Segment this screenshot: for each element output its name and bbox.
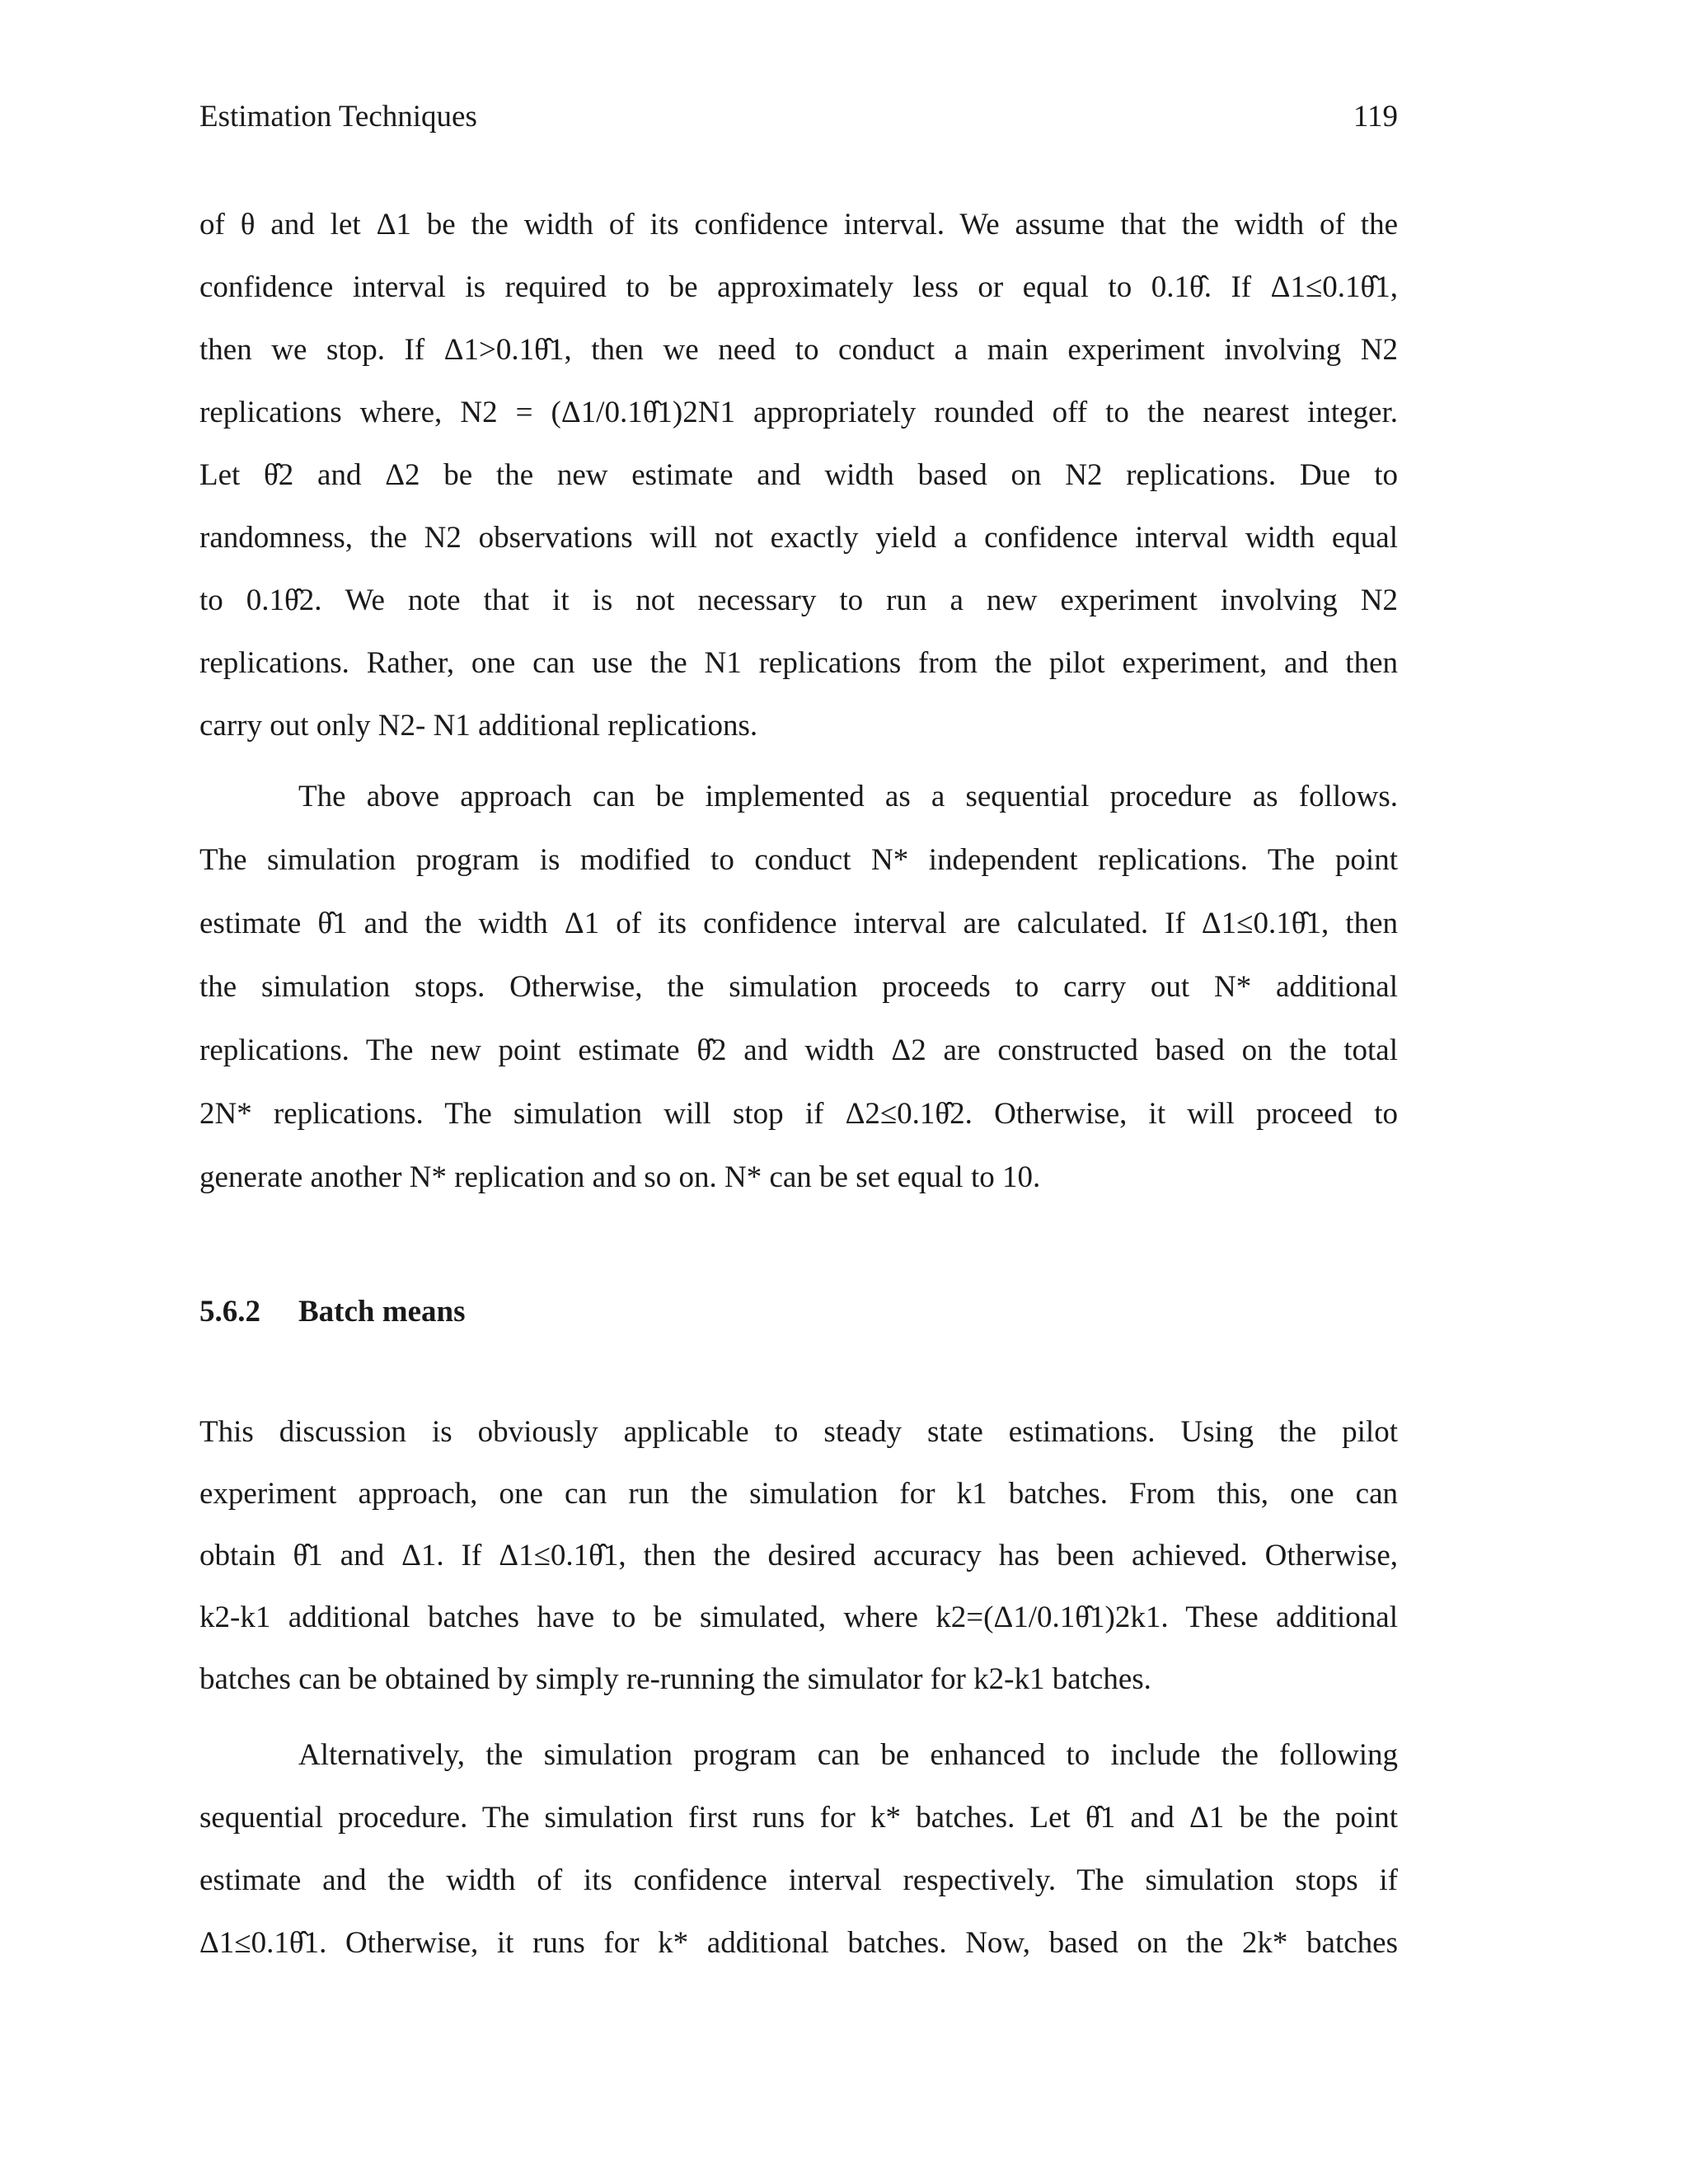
paragraph-batch-means-pilot — [199, 1401, 1398, 1710]
section-title: Batch means — [298, 1295, 466, 1329]
text-line: k2-k1 additional batches have to be simulated, where k2=(Δ1/0.1θ̂1)2k1. These additional — [199, 1601, 1398, 1634]
header-title: Estimation Techniques — [199, 100, 477, 134]
paragraph-sequential-procedure — [199, 765, 1398, 1209]
text-line: Alternatively, the simulation program can be enhanced to include the following — [298, 1738, 1398, 1772]
text-line: randomness, the N2 observations will not exactly yield a confidence interval width equal — [199, 521, 1398, 555]
text-line: Δ1≤0.1θ̂1. Otherwise, it runs for k* additional batches. Now, based on the 2k* batches — [199, 1926, 1398, 1960]
text-line: replications where, N2 = (Δ1/0.1θ̂1)2N1 appropriately rounded off to the nearest integer. — [199, 396, 1398, 429]
text-line: of θ and let Δ1 be the width of its confidence interval. We assume that the width of the — [199, 208, 1398, 241]
text-line: confidence interval is required to be approximately less or equal to 0.1θ̂. If Δ1≤0.1θ̂1, — [199, 270, 1398, 304]
text-line: then we stop. If Δ1>0.1θ̂1, then we need to conduct a main experiment involving N2 — [199, 333, 1398, 367]
text-line: batches can be obtained by simply re-running the simulator for k2-k1 batches. — [199, 1662, 1151, 1696]
section-heading — [199, 1294, 465, 1329]
paragraph-pilot-experiment — [199, 194, 1398, 757]
text-line: obtain θ̂1 and Δ1. If Δ1≤0.1θ̂1, then the desired accuracy has been achieved. Otherwise, — [199, 1539, 1398, 1572]
paragraph-batch-means-sequential — [199, 1724, 1398, 1975]
text-line: The above approach can be implemented as a sequential procedure as follows. — [298, 780, 1398, 813]
text-line: The simulation program is modified to conduct N* independent replications. The point — [199, 843, 1398, 877]
text-line: sequential procedure. The simulation first runs for k* batches. Let θ̂1 and Δ1 be the point — [199, 1801, 1398, 1835]
text-line: 2N* replications. The simulation will stop if Δ2≤0.1θ̂2. Otherwise, it will proceed to — [199, 1097, 1398, 1131]
text-line: estimate θ̂1 and the width Δ1 of its confidence interval are calculated. If Δ1≤0.1θ̂1, then — [199, 907, 1398, 940]
text-line: This discussion is obviously applicable to steady state estimations. Using the pilot — [199, 1415, 1398, 1449]
running-header — [199, 99, 1398, 140]
text-line: generate another N* replication and so on. N* can be set equal to 10. — [199, 1160, 1041, 1194]
text-line: experiment approach, one can run the simulation for k1 batches. From this, one can — [199, 1477, 1398, 1511]
text-line: replications. Rather, one can use the N1 replications from the pilot experiment, and then — [199, 646, 1398, 680]
text-line: carry out only N2- N1 additional replications. — [199, 709, 758, 743]
text-line: replications. The new point estimate θ̂2 and width Δ2 are constructed based on the total — [199, 1033, 1398, 1067]
text-line: the simulation stops. Otherwise, the simulation proceeds to carry out N* additional — [199, 970, 1398, 1004]
text-line: to 0.1θ̂2. We note that it is not necessary to run a new experiment involving N2 — [199, 583, 1398, 617]
section-number: 5.6.2 — [199, 1295, 260, 1329]
page-number: 119 — [1353, 100, 1398, 134]
text-line: estimate and the width of its confidence interval respectively. The simulation stops if — [199, 1863, 1398, 1897]
text-line: Let θ̂2 and Δ2 be the new estimate and width based on N2 replications. Due to — [199, 458, 1398, 492]
